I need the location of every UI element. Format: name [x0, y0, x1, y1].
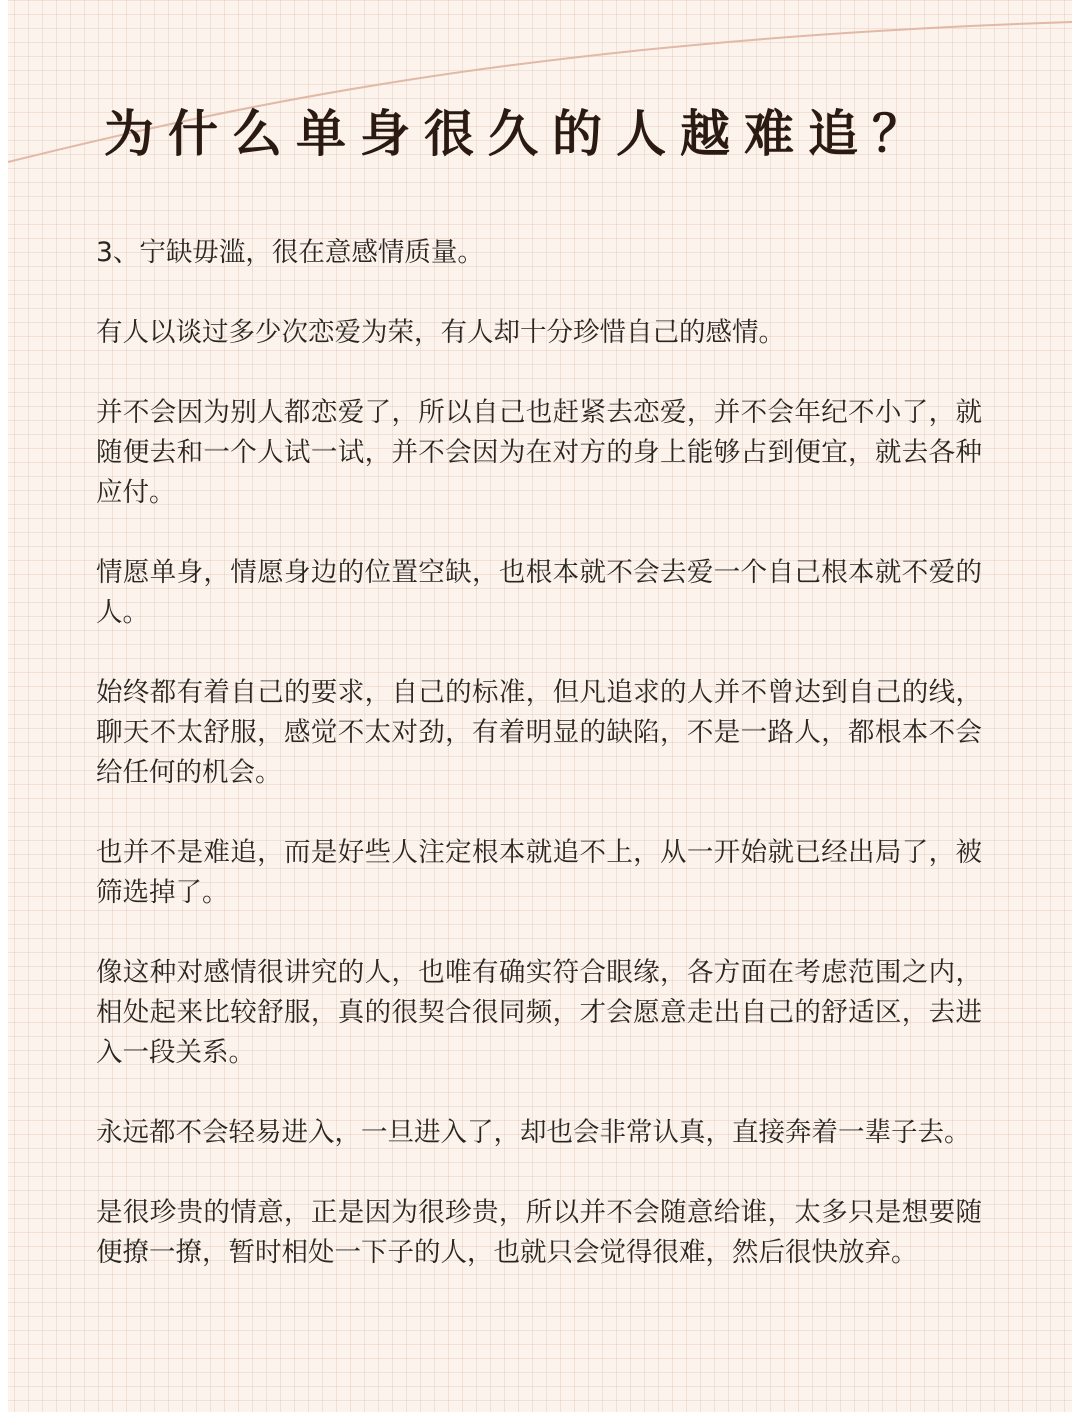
- paragraph-9: 是很珍贵的情意，正是因为很珍贵，所以并不会随意给谁，太多只是想要随便撩一撩，暂时相处一下子的人，也就只会觉得很难，然后很快放弃。: [96, 1197, 982, 1268]
- paragraph-3: 并不会因为别人都恋爱了，所以自己也赶紧去恋爱，并不会年纪不小了，就随便去和一个人试一试，并不会因为在对方的身上能够占到便宜，就去各种应付。: [96, 397, 982, 508]
- paragraph-4: 情愿单身，情愿身边的位置空缺，也根本就不会去爱一个自己根本就不爱的人。: [96, 557, 982, 628]
- paragraph-2: 有人以谈过多少次恋爱为荣，有人却十分珍惜自己的感情。: [96, 317, 785, 348]
- paragraph-8: 永远都不会轻易进入，一旦进入了，却也会非常认真，直接奔着一辈子去。: [96, 1117, 971, 1148]
- left-border-strip: [0, 0, 8, 1412]
- paragraph-5: 始终都有着自己的要求，自己的标准，但凡追求的人并不曾达到自己的线，聊天不太舒服，感觉不太对劲，有着明显的缺陷，不是一路人，都根本不会给任何的机会。: [96, 677, 982, 788]
- article-body: [96, 233, 982, 1313]
- article-title: 为什么单身很久的人越难追？: [104, 104, 936, 163]
- right-border-strip: [1072, 0, 1080, 1412]
- paragraph-6: 也并不是难追，而是好些人注定根本就追不上，从一开始就已经出局了，被筛选掉了。: [96, 837, 982, 908]
- paragraph-1: 3、宁缺毋滥，很在意感情质量。: [96, 237, 484, 268]
- paragraph-7: 像这种对感情很讲究的人，也唯有确实符合眼缘，各方面在考虑范围之内，相处起来比较舒服，真的很契合很同频，才会愿意走出自己的舒适区，去进入一段关系。: [96, 957, 982, 1068]
